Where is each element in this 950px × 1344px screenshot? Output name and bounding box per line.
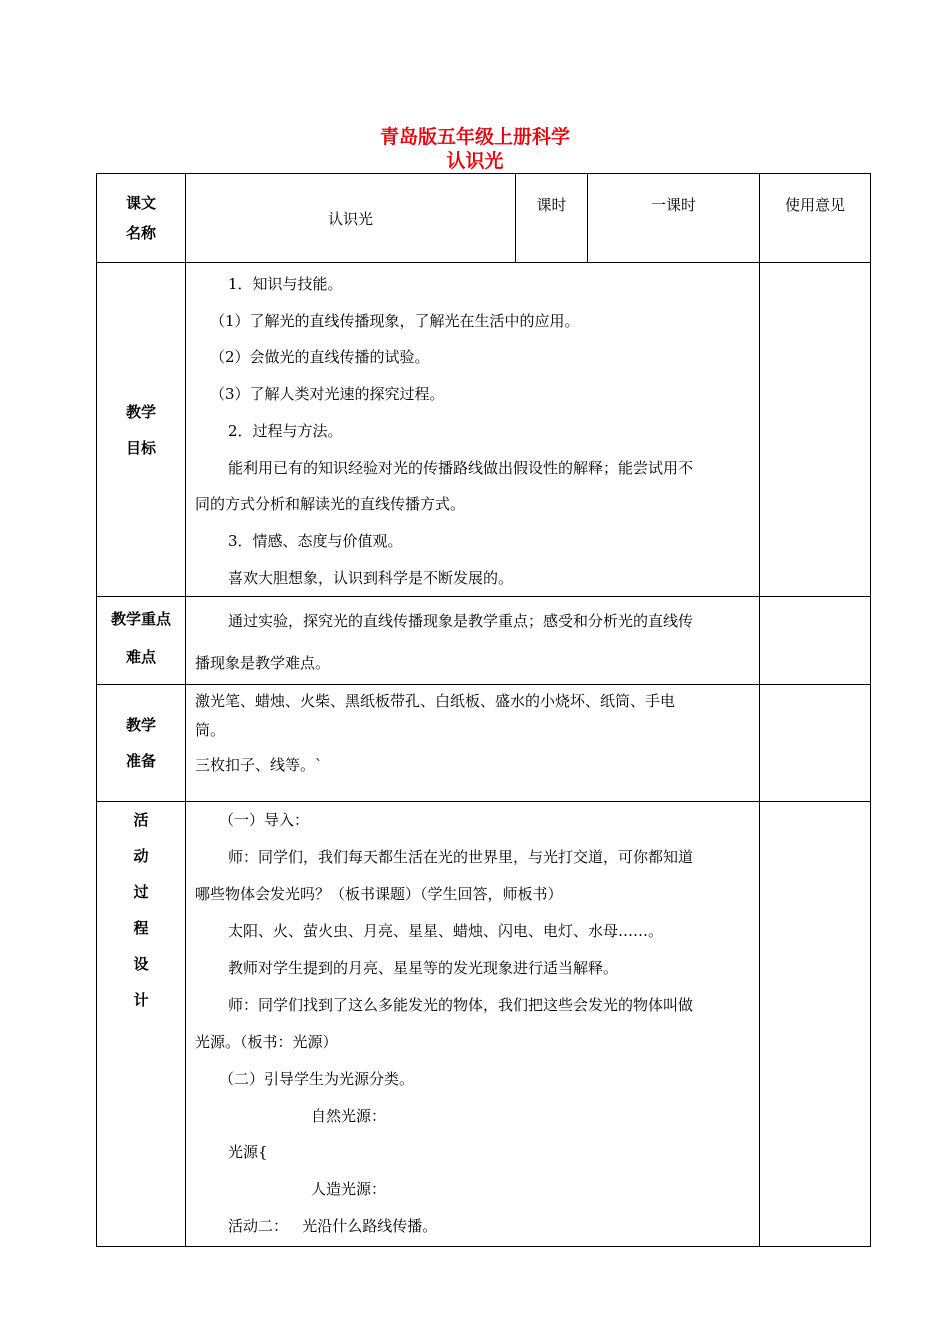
- label-line: 教学: [125, 716, 156, 735]
- preparation-label: [97, 685, 186, 802]
- text-line: （3）了解人类对光速的探究过程。: [210, 385, 445, 404]
- objectives-label: [97, 263, 186, 597]
- text-line: 三枚扣子、线等。`: [195, 756, 323, 775]
- text-line: 1．知识与技能。: [228, 275, 343, 293]
- text-line: 播现象是教学难点。: [195, 654, 331, 673]
- label-line: 名称: [125, 224, 156, 242]
- text-line: 能利用已有的知识经验对光的传播路线做出假设性的解释；能尝试用不: [228, 458, 694, 477]
- text-line: 太阳、火、萤火虫、月亮、星星、蜡烛、闪电、电灯、水母……。: [228, 922, 664, 941]
- label-line: 目标: [125, 438, 156, 457]
- text-line: 哪些物体会发光吗？（板书课题）（学生回答，师板书）: [195, 885, 563, 904]
- document-title: 青岛版五年级上册科学: [379, 126, 570, 148]
- process-content: [186, 802, 760, 1247]
- text-line: 3．情感、态度与价值观。: [228, 531, 403, 550]
- text-line: 激光笔、蜡烛、火柴、黑纸板带孔、白纸板、盛水的小烧坏、纸筒、手电: [195, 692, 676, 711]
- feedback-cell: [760, 263, 871, 597]
- key-points-label: [97, 597, 186, 685]
- text-line: 自然光源：: [311, 1106, 387, 1125]
- label-line: 课文: [125, 194, 156, 212]
- objectives-content: [186, 263, 760, 597]
- text-line: 教师对学生提到的月亮、星星等的发光现象进行适当解释。: [228, 958, 619, 977]
- text-line: （二）引导学生为光源分类。: [219, 1069, 415, 1088]
- label-line: 难点: [125, 648, 156, 667]
- feedback-label: 使用意见: [760, 174, 871, 263]
- text-line: 活动二： 光沿什么路线传播。: [228, 1217, 438, 1236]
- key-points-row: [97, 597, 871, 685]
- label-line: 准备: [125, 752, 156, 771]
- label-char: 活: [133, 811, 149, 830]
- label-char: 程: [133, 919, 149, 938]
- process-row: [97, 802, 871, 1247]
- key-points-content: [186, 597, 760, 685]
- text-line: （2）会做光的直线传播的试验。: [210, 348, 430, 367]
- label-char: 设: [133, 955, 149, 974]
- preparation-row: [97, 685, 871, 802]
- text-line: 2．过程与方法。: [228, 421, 343, 440]
- lesson-name-label: [97, 174, 186, 263]
- label-char: 动: [133, 847, 149, 866]
- feedback-cell: [760, 597, 871, 685]
- text-line: 喜欢大胆想象，认识到科学是不断发展的。: [228, 568, 514, 587]
- process-label: [97, 802, 186, 1247]
- lesson-name-value: 认识光: [186, 174, 516, 263]
- text-line: 同的方式分析和解读光的直线传播方式。: [195, 495, 466, 514]
- header-row: [97, 174, 871, 263]
- text-line: 通过实验，探究光的直线传播现象是教学重点；感受和分析光的直线传: [228, 612, 694, 631]
- objectives-row: [97, 263, 871, 597]
- feedback-cell: [760, 685, 871, 802]
- text-line: （一）导入：: [219, 811, 310, 830]
- text-line: 师：同学们，我们每天都生活在光的世界里，与光打交道，可你都知道: [228, 848, 694, 867]
- document-subtitle: 认识光: [446, 150, 504, 172]
- label-char: 计: [133, 991, 149, 1010]
- period-label: 课时: [516, 174, 588, 263]
- feedback-cell: [760, 802, 871, 1247]
- preparation-content: [186, 685, 760, 802]
- text-line: （1）了解光的直线传播现象，了解光在生活中的应用。: [210, 311, 580, 330]
- label-char: 过: [133, 883, 149, 902]
- text-line: 人造光源：: [311, 1180, 387, 1199]
- label-line: 教学: [125, 402, 156, 421]
- text-line: 光源{: [228, 1143, 268, 1162]
- label-line: 教学重点: [110, 610, 171, 629]
- text-line: 筒。: [195, 721, 226, 740]
- lesson-plan-table: [96, 173, 871, 1247]
- text-line: 光源。（板书：光源）: [195, 1032, 338, 1051]
- period-value: 一课时: [588, 174, 760, 263]
- text-line: 师：同学们找到了这么多能发光的物体，我们把这些会发光的物体叫做: [228, 995, 694, 1014]
